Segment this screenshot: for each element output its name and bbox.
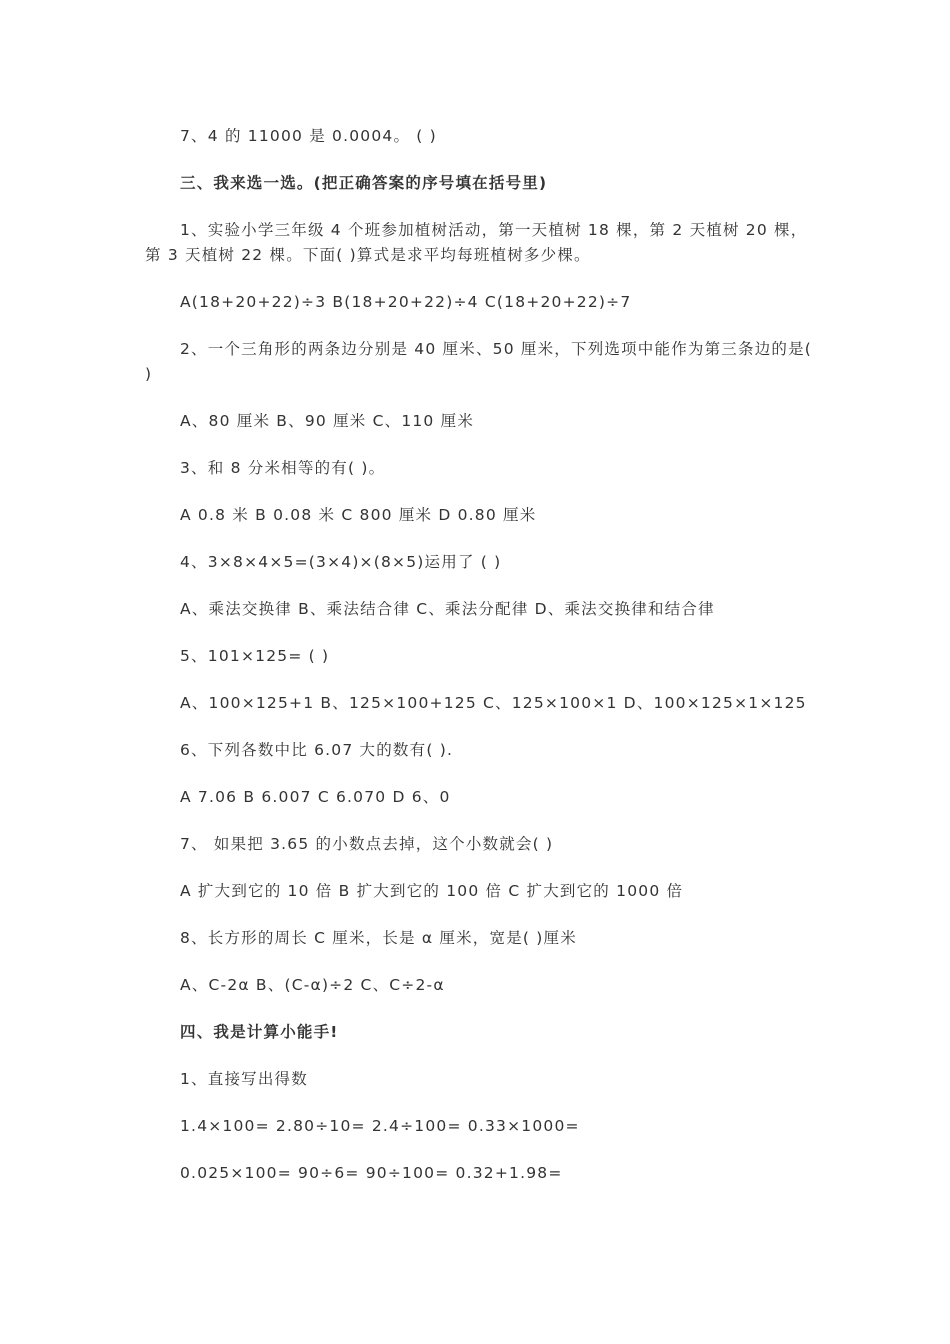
calc-row-1: 1.4×100= 2.80÷10= 2.4÷100= 0.33×1000=	[180, 1117, 580, 1135]
question-6: 6、下列各数中比 6.07 大的数有( ).	[180, 741, 454, 759]
options-5: A、100×125+1 B、125×100+125 C、125×100×1 D、100×125×1×125	[180, 694, 807, 712]
options-8: A、C-2α B、(C-α)÷2 C、C÷2-α	[180, 976, 445, 994]
calc-instruction: 1、直接写出得数	[180, 1070, 308, 1088]
document-body	[145, 124, 815, 1208]
options-2: A、80 厘米 B、90 厘米 C、110 厘米	[180, 412, 475, 430]
question-5: 5、101×125= ( )	[180, 647, 330, 665]
question-4: 4、3×8×4×5=(3×4)×(8×5)运用了 ( )	[180, 553, 502, 571]
calc-row-2: 0.025×100= 90÷6= 90÷100= 0.32+1.98=	[180, 1164, 563, 1182]
options-6: A 7.06 B 6.007 C 6.070 D 6、0	[180, 788, 451, 806]
question-1: 1、实验小学三年级 4 个班参加植树活动，第一天植树 18 棵，第 2 天植树 20 棵，第 3 天植树 22 棵。下面( )算式是求平均每班植树多少棵。	[145, 221, 808, 264]
paragraph-q7-judgement: 7、4 的 11000 是 0.0004。 ( )	[180, 127, 437, 145]
section-heading-4: 四、我是计算小能手!	[180, 1023, 339, 1041]
question-3: 3、和 8 分米相等的有( )。	[180, 459, 386, 477]
section-heading-3: 三、我来选一选。(把正确答案的序号填在括号里)	[180, 174, 548, 192]
question-8: 8、长方形的周长 C 厘米，长是 α 厘米，宽是( )厘米	[180, 929, 577, 947]
options-4: A、乘法交换律 B、乘法结合律 C、乘法分配律 D、乘法交换律和结合律	[180, 600, 715, 618]
options-7: A 扩大到它的 10 倍 B 扩大到它的 100 倍 C 扩大到它的 1000 倍	[180, 882, 684, 900]
options-3: A 0.8 米 B 0.08 米 C 800 厘米 D 0.80 厘米	[180, 506, 537, 524]
options-1: A(18+20+22)÷3 B(18+20+22)÷4 C(18+20+22)÷7	[180, 293, 632, 311]
question-2: 2、一个三角形的两条边分别是 40 厘米、50 厘米，下列选项中能作为第三条边的是( )	[145, 340, 813, 383]
question-7: 7、 如果把 3.65 的小数点去掉，这个小数就会( )	[180, 835, 554, 853]
